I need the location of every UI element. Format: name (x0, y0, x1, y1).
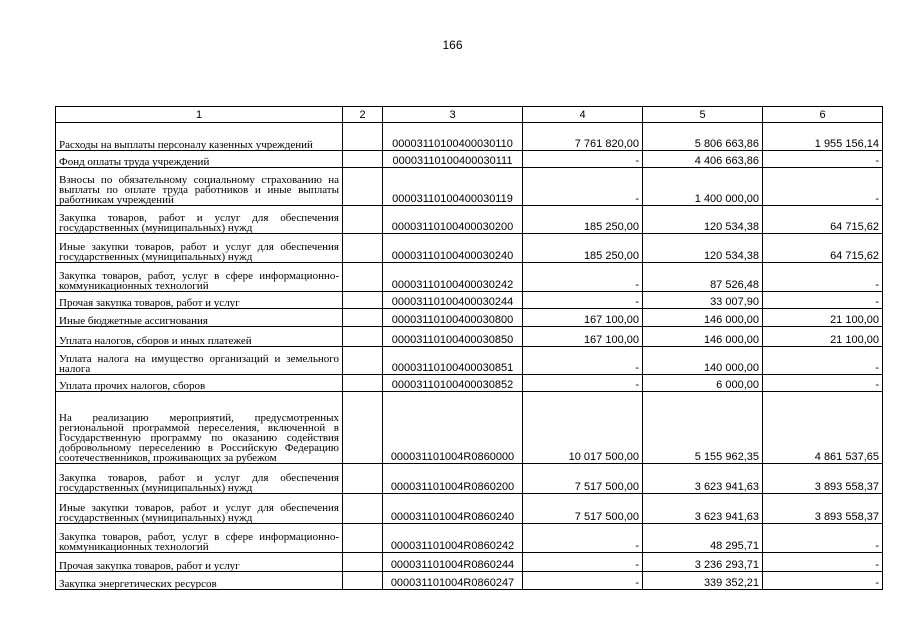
table-row (56, 123, 883, 151)
row-col2-cell (343, 524, 383, 553)
header-row (56, 107, 883, 123)
row-remaining-cell: 4 861 537,65 (763, 392, 883, 464)
row-name-cell: Взносы по обязательному социальному страхованию на выплаты по оплате труда работников и иные выплаты работникам учреждений (56, 168, 343, 206)
row-name-cell: На реализацию мероприятий, предусмотренных региональной программой переселения, включенной в Государственную программу по оказанию содействия добровольному переселению в Российскую Федерацию соотечественников, проживающих за рубежом (56, 392, 343, 464)
row-executed-cell: 146 000,00 (643, 327, 763, 347)
row-executed-cell: 120 534,38 (643, 234, 763, 263)
row-remaining-cell: 1 955 156,14 (763, 123, 883, 151)
row-name-cell: Закупка товаров, работ и услуг для обеспечения государственных (муниципальных) нужд (56, 206, 343, 234)
row-name-cell: Иные закупки товаров, работ и услуг для обеспечения государственных (муниципальных) нужд (56, 494, 343, 524)
table-row (56, 572, 883, 590)
row-executed-cell: 3 623 941,63 (643, 494, 763, 524)
row-col2-cell (343, 292, 383, 309)
row-name-cell: Иные закупки товаров, работ и услуг для обеспечения государственных (муниципальных) нужд (56, 234, 343, 263)
row-approved-cell: - (523, 524, 643, 553)
row-remaining-cell: - (763, 263, 883, 292)
row-code-cell: 00003110100400030244 (383, 292, 523, 309)
row-code-cell: 000031101004R0860242 (383, 524, 523, 553)
table-row (56, 553, 883, 572)
row-executed-cell: 3 623 941,63 (643, 464, 763, 494)
row-executed-cell: 4 406 663,86 (643, 151, 763, 168)
row-approved-cell: - (523, 347, 643, 375)
column-header-2: 2 (343, 107, 383, 123)
row-code-cell: 00003110100400030240 (383, 234, 523, 263)
column-header-6: 6 (763, 107, 883, 123)
row-name-cell: Закупка товаров, работ, услуг в сфере информационно-коммуникационных технологий (56, 524, 343, 553)
row-name-cell: Фонд оплаты труда учреждений (56, 151, 343, 168)
row-approved-cell: 185 250,00 (523, 206, 643, 234)
row-remaining-cell: - (763, 292, 883, 309)
table-row (56, 375, 883, 392)
row-col2-cell (343, 327, 383, 347)
row-code-cell: 000031101004R0860240 (383, 494, 523, 524)
row-remaining-cell: - (763, 151, 883, 168)
row-name-cell: Уплата налога на имущество организаций и земельного налога (56, 347, 343, 375)
row-name-cell: Закупка товаров, работ, услуг в сфере информационно-коммуникационных технологий (56, 263, 343, 292)
row-col2-cell (343, 263, 383, 292)
row-remaining-cell: 64 715,62 (763, 206, 883, 234)
row-executed-cell: 3 236 293,71 (643, 553, 763, 572)
row-col2-cell (343, 572, 383, 590)
row-col2-cell (343, 347, 383, 375)
row-executed-cell: 6 000,00 (643, 375, 763, 392)
row-executed-cell: 1 400 000,00 (643, 168, 763, 206)
row-code-cell: 000031101004R0860244 (383, 553, 523, 572)
row-executed-cell: 48 295,71 (643, 524, 763, 553)
row-name-cell: Закупка товаров, работ и услуг для обеспечения государственных (муниципальных) нужд (56, 464, 343, 494)
row-remaining-cell: - (763, 375, 883, 392)
column-header-1: 1 (56, 107, 343, 123)
row-col2-cell (343, 206, 383, 234)
row-approved-cell: - (523, 168, 643, 206)
row-remaining-cell: 3 893 558,37 (763, 464, 883, 494)
row-code-cell: 00003110100400030852 (383, 375, 523, 392)
row-executed-cell: 5 155 962,35 (643, 392, 763, 464)
row-code-cell: 00003110100400030850 (383, 327, 523, 347)
row-col2-cell (343, 234, 383, 263)
row-approved-cell: 10 017 500,00 (523, 392, 643, 464)
row-approved-cell: - (523, 151, 643, 168)
row-remaining-cell: - (763, 553, 883, 572)
table-row (56, 206, 883, 234)
row-col2-cell (343, 168, 383, 206)
table-row (56, 151, 883, 168)
row-code-cell: 000031101004R0860200 (383, 464, 523, 494)
table-row (56, 292, 883, 309)
table-row (56, 309, 883, 327)
row-approved-cell: - (523, 263, 643, 292)
table-row (56, 494, 883, 524)
row-remaining-cell: - (763, 572, 883, 590)
row-executed-cell: 5 806 663,86 (643, 123, 763, 151)
row-remaining-cell: 3 893 558,37 (763, 494, 883, 524)
row-code-cell: 00003110100400030200 (383, 206, 523, 234)
row-remaining-cell: - (763, 168, 883, 206)
row-name-cell: Уплата прочих налогов, сборов (56, 375, 343, 392)
budget-execution-table (55, 106, 883, 590)
row-name-cell: Уплата налогов, сборов и иных платежей (56, 327, 343, 347)
row-executed-cell: 33 007,90 (643, 292, 763, 309)
row-remaining-cell: 64 715,62 (763, 234, 883, 263)
row-code-cell: 00003110100400030119 (383, 168, 523, 206)
column-header-3: 3 (383, 107, 523, 123)
row-executed-cell: 339 352,21 (643, 572, 763, 590)
row-approved-cell: 7 517 500,00 (523, 464, 643, 494)
table-row (56, 168, 883, 206)
row-code-cell: 000031101004R0860247 (383, 572, 523, 590)
table-row (56, 327, 883, 347)
row-code-cell: 00003110100400030110 (383, 123, 523, 151)
row-col2-cell (343, 309, 383, 327)
row-approved-cell: - (523, 292, 643, 309)
row-approved-cell: 167 100,00 (523, 309, 643, 327)
row-executed-cell: 146 000,00 (643, 309, 763, 327)
row-col2-cell (343, 392, 383, 464)
table-row (56, 234, 883, 263)
row-col2-cell (343, 151, 383, 168)
row-approved-cell: - (523, 375, 643, 392)
row-approved-cell: - (523, 572, 643, 590)
row-code-cell: 00003110100400030242 (383, 263, 523, 292)
row-remaining-cell: 21 100,00 (763, 327, 883, 347)
row-executed-cell: 140 000,00 (643, 347, 763, 375)
row-col2-cell (343, 553, 383, 572)
row-col2-cell (343, 494, 383, 524)
row-approved-cell: 167 100,00 (523, 327, 643, 347)
column-header-5: 5 (643, 107, 763, 123)
row-name-cell: Прочая закупка товаров, работ и услуг (56, 553, 343, 572)
row-name-cell: Закупка энергетических ресурсов (56, 572, 343, 590)
table-row (56, 524, 883, 553)
row-code-cell: 000031101004R0860000 (383, 392, 523, 464)
row-remaining-cell: - (763, 347, 883, 375)
row-name-cell: Прочая закупка товаров, работ и услуг (56, 292, 343, 309)
row-code-cell: 00003110100400030800 (383, 309, 523, 327)
row-executed-cell: 120 534,38 (643, 206, 763, 234)
row-col2-cell (343, 375, 383, 392)
table-row (56, 392, 883, 464)
table-row (56, 347, 883, 375)
row-code-cell: 00003110100400030111 (383, 151, 523, 168)
row-approved-cell: - (523, 553, 643, 572)
row-name-cell: Расходы на выплаты персоналу казенных учреждений (56, 123, 343, 151)
row-executed-cell: 87 526,48 (643, 263, 763, 292)
page-number: 166 (442, 38, 463, 52)
row-approved-cell: 185 250,00 (523, 234, 643, 263)
row-col2-cell (343, 464, 383, 494)
column-header-4: 4 (523, 107, 643, 123)
row-name-cell: Иные бюджетные ассигнования (56, 309, 343, 327)
row-code-cell: 00003110100400030851 (383, 347, 523, 375)
row-approved-cell: 7 517 500,00 (523, 494, 643, 524)
row-remaining-cell: 21 100,00 (763, 309, 883, 327)
row-remaining-cell: - (763, 524, 883, 553)
table-row (56, 263, 883, 292)
table-row (56, 464, 883, 494)
row-col2-cell (343, 123, 383, 151)
row-approved-cell: 7 761 820,00 (523, 123, 643, 151)
